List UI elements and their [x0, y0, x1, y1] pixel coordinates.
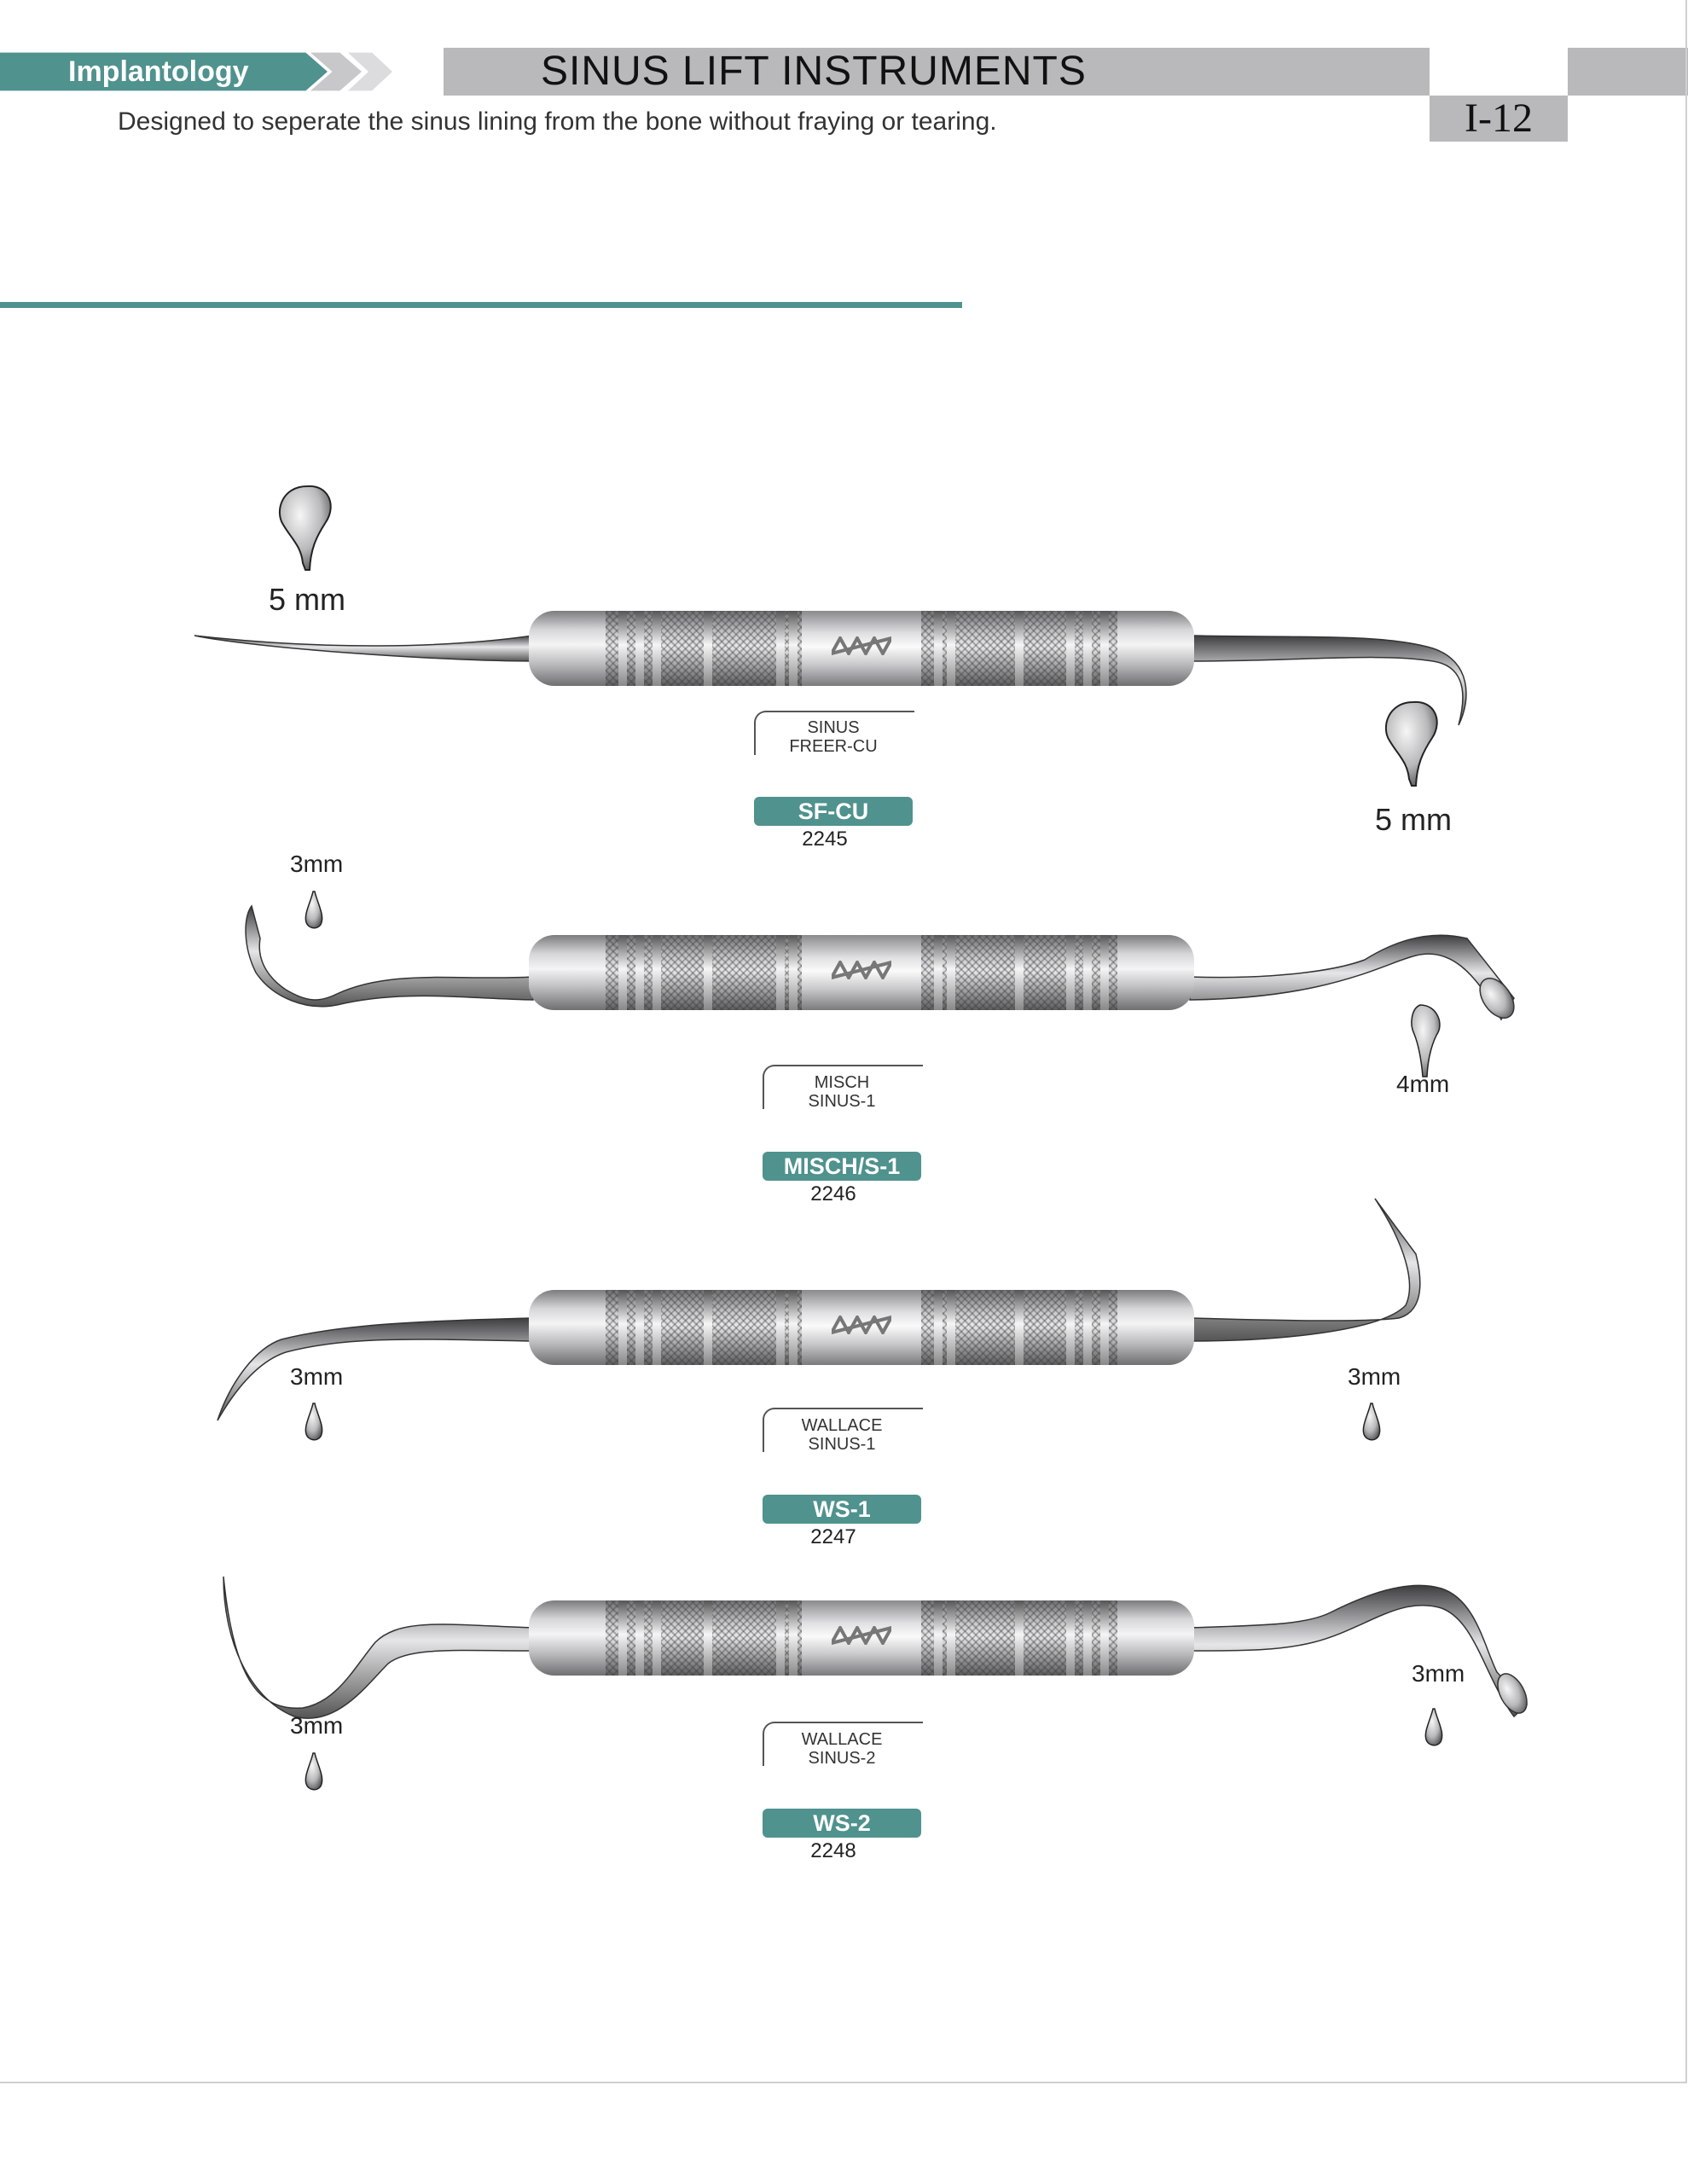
tip-size-right: 5 mm — [1375, 802, 1452, 837]
instrument-name-line1: WALLACE — [801, 1730, 883, 1749]
tip-size-left: 5 mm — [269, 582, 345, 617]
tip-size-left: 3mm — [290, 851, 344, 877]
brand-logo — [832, 1626, 891, 1645]
instrument-handle — [529, 1600, 1194, 1676]
brand-logo — [832, 961, 891, 979]
instrument-handle — [529, 1290, 1194, 1365]
tip-size-left: 3mm — [290, 1363, 344, 1390]
page-subtitle: Designed to seperate the sinus lining from the bone without fraying or tearing. — [118, 107, 997, 136]
product-code-badge: WS-2 — [763, 1809, 921, 1838]
page-number: I-12 — [1465, 96, 1533, 141]
instrument-name-line2: SINUS-1 — [808, 1092, 876, 1111]
item-number: 2245 — [802, 828, 848, 851]
page-title: SINUS LIFT INSTRUMENTS — [541, 49, 1087, 94]
product-code-badge: MISCH/S-1 — [763, 1152, 921, 1181]
product-code-badge: WS-1 — [763, 1495, 921, 1524]
instrument-name-line2: SINUS-2 — [808, 1749, 876, 1768]
tip-size-right: 3mm — [1412, 1660, 1465, 1687]
instrument-handle — [529, 935, 1194, 1010]
item-number: 2248 — [810, 1839, 856, 1862]
product-code-badge: SF-CU — [754, 797, 913, 826]
instrument-name-line1: SINUS — [807, 718, 860, 737]
instrument-name-line1: MISCH — [814, 1073, 870, 1092]
instrument-name-line1: WALLACE — [801, 1416, 883, 1435]
brand-logo — [832, 636, 891, 655]
instrument-handle — [529, 611, 1194, 686]
tip-size-right: 3mm — [1348, 1363, 1401, 1390]
item-number: 2246 — [810, 1182, 856, 1205]
tip-size-left: 3mm — [290, 1712, 344, 1739]
instrument-name-line2: FREER-CU — [789, 737, 878, 756]
brand-logo — [832, 1316, 891, 1334]
section-name: Implantology — [68, 55, 249, 88]
instrument-name-line2: SINUS-1 — [808, 1435, 876, 1454]
tip-size-right: 4mm — [1396, 1071, 1450, 1097]
item-number: 2247 — [810, 1525, 856, 1548]
